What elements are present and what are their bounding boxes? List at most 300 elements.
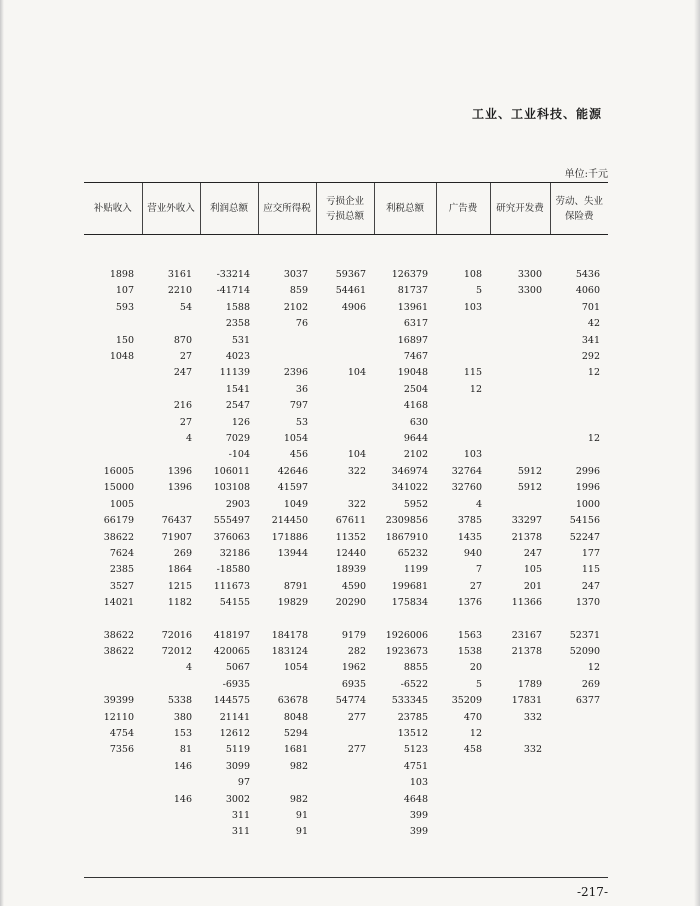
table-cell: 247	[173, 367, 192, 379]
table-cell: 1182	[167, 597, 192, 609]
table-cell: 982	[289, 760, 308, 772]
table-cell	[550, 775, 608, 791]
table-row	[84, 431, 608, 447]
table-cell: 103	[409, 777, 428, 789]
table-cell: 216	[173, 400, 192, 412]
table-cell: 126	[231, 416, 250, 428]
table-cell: 859	[289, 285, 308, 297]
table-cell	[436, 349, 490, 365]
table-cell: 4023	[225, 351, 250, 363]
table-cell: 5	[475, 285, 482, 297]
table-cell: 2996	[575, 465, 600, 477]
table-cell: 1563	[457, 629, 482, 641]
table-row	[84, 464, 608, 480]
table-cell: 81	[179, 744, 192, 756]
column-header: 广告费	[436, 183, 490, 235]
table-cell: 33297	[511, 515, 542, 527]
table-row	[84, 497, 608, 513]
table-cell: 53	[295, 416, 308, 428]
table-cell	[142, 775, 200, 791]
table-cell: 269	[173, 547, 192, 559]
table-cell: 3037	[283, 269, 308, 280]
table-cell: 199681	[391, 580, 428, 592]
table-cell: 332	[523, 744, 542, 756]
table-row	[84, 333, 608, 349]
table-cell	[490, 349, 550, 365]
column-header: 利税总额	[374, 183, 436, 235]
table-cell	[84, 415, 142, 431]
table-cell: 292	[581, 351, 600, 363]
table-cell: 171886	[271, 531, 308, 543]
table-cell: 341	[581, 334, 600, 346]
table-row	[84, 710, 608, 726]
table-cell: 5436	[575, 269, 600, 280]
table-cell: 35209	[451, 695, 482, 707]
table-cell	[142, 677, 200, 693]
table-cell: 1898	[109, 269, 134, 280]
table-cell: 399	[409, 826, 428, 838]
table-cell: 4	[475, 498, 482, 510]
table-cell	[550, 710, 608, 726]
table-cell: 52090	[569, 645, 600, 657]
table-cell: 456	[289, 449, 308, 461]
table-cell: -104	[228, 449, 250, 461]
table-cell: 175834	[391, 597, 428, 609]
table-cell: 183124	[271, 645, 308, 657]
table-cell	[142, 808, 200, 824]
table-cell: 71907	[161, 531, 192, 543]
table-cell: 41597	[277, 482, 308, 494]
table-cell: 1199	[403, 564, 428, 576]
table-row	[84, 693, 608, 709]
table-cell	[436, 775, 490, 791]
table-cell: 376063	[213, 531, 250, 543]
table-cell: 1864	[167, 564, 192, 576]
table-row	[84, 628, 608, 644]
table-cell: 1054	[283, 433, 308, 445]
table-cell: 7467	[403, 351, 428, 363]
table-cell	[316, 349, 374, 365]
table-cell: 177	[581, 547, 600, 559]
table-row	[84, 677, 608, 693]
table-row	[84, 300, 608, 316]
table-cell: 104	[347, 367, 366, 379]
table-cell	[84, 824, 142, 840]
table-cell: 3300	[517, 269, 542, 280]
table-cell: 8855	[403, 662, 428, 674]
table-cell: 11366	[511, 597, 542, 609]
table-cell: 1538	[457, 645, 482, 657]
table-cell: 36	[295, 383, 308, 395]
table-cell: 107	[115, 285, 134, 297]
table-cell	[142, 316, 200, 332]
table-row	[84, 742, 608, 758]
column-header: 劳动、失业 保险费	[550, 183, 608, 235]
table-cell: 1541	[225, 383, 250, 395]
table-cell: -6522	[400, 678, 428, 690]
table-cell: 322	[347, 498, 366, 510]
table-cell: 2309856	[385, 515, 428, 527]
table-cell: 32764	[451, 465, 482, 477]
table-cell: 4590	[341, 580, 366, 592]
row-gap	[84, 612, 608, 628]
table-row	[84, 480, 608, 496]
column-header: 补贴收入	[84, 183, 142, 235]
table-cell: 2385	[109, 564, 134, 576]
table-row	[84, 792, 608, 808]
table-cell	[316, 792, 374, 808]
table-row	[84, 546, 608, 562]
table-cell: 72012	[161, 645, 192, 657]
table-cell: 54	[179, 301, 192, 313]
table-cell	[84, 677, 142, 693]
table-cell: -33214	[216, 269, 250, 280]
table-cell	[436, 431, 490, 447]
table-cell	[258, 775, 316, 791]
table-cell	[316, 316, 374, 332]
table-cell: 12612	[219, 727, 250, 739]
table-cell	[550, 726, 608, 742]
table-cell: 67611	[335, 515, 366, 527]
column-header: 利润总额	[200, 183, 258, 235]
table-cell: 39399	[103, 695, 134, 707]
table-cell: 104	[347, 449, 366, 461]
table-cell: 76	[295, 318, 308, 330]
table-row	[84, 530, 608, 546]
table-cell: 8791	[283, 580, 308, 592]
table-cell: 54461	[335, 285, 366, 297]
table-cell: 5952	[403, 498, 428, 510]
table-cell: 201	[523, 580, 542, 592]
table-cell: 341022	[391, 482, 428, 494]
table-cell: 630	[409, 416, 428, 428]
table-cell	[84, 759, 142, 775]
table-cell: 19048	[397, 367, 428, 379]
table-cell: 1681	[283, 744, 308, 756]
table-cell: 2504	[403, 383, 428, 395]
table-cell: 4751	[403, 760, 428, 772]
table-cell: 16005	[103, 465, 134, 477]
table-cell	[490, 792, 550, 808]
table-cell: 4754	[109, 727, 134, 739]
table-cell	[490, 316, 550, 332]
table-cell: 42	[587, 318, 600, 330]
table-cell: 1370	[575, 597, 600, 609]
table-cell: 2396	[283, 367, 308, 379]
table-cell: 1396	[167, 482, 192, 494]
table-cell: 311	[231, 810, 250, 821]
table-row	[84, 447, 608, 463]
table-cell: 2102	[403, 449, 428, 461]
table-cell	[490, 660, 550, 676]
table-cell	[490, 759, 550, 775]
table-cell: 1048	[109, 351, 134, 363]
table-cell: 12	[587, 662, 600, 674]
table-header-row	[84, 183, 608, 235]
table-cell: 1049	[283, 498, 308, 510]
page-number: -217-	[576, 885, 608, 899]
table-cell: 17831	[511, 695, 542, 707]
table-cell: 52247	[569, 531, 600, 543]
table-cell	[316, 398, 374, 414]
column-header: 研究开发费	[490, 183, 550, 235]
table-cell	[316, 824, 374, 840]
table-cell	[550, 824, 608, 840]
table-cell	[142, 382, 200, 398]
table-cell	[316, 808, 374, 824]
table-cell: 13512	[397, 727, 428, 739]
table-cell	[490, 726, 550, 742]
table-cell: 1215	[167, 580, 192, 592]
table-row	[84, 267, 608, 283]
table-cell: 184178	[271, 629, 308, 641]
table-cell: 458	[463, 744, 482, 756]
table-cell: -41714	[216, 285, 250, 297]
table-cell: 1588	[225, 301, 250, 313]
table-cell: 108	[463, 269, 482, 280]
table-cell	[436, 792, 490, 808]
table-cell: 5123	[403, 744, 428, 756]
table-cell: 146	[173, 760, 192, 772]
table-cell: 9644	[403, 433, 428, 445]
table-cell: 311	[231, 826, 250, 838]
table-cell	[436, 316, 490, 332]
table-cell	[490, 333, 550, 349]
table-cell: 4	[185, 433, 192, 445]
table-cell: 12	[587, 367, 600, 379]
table-cell: 21378	[511, 531, 542, 543]
table-row	[84, 349, 608, 365]
table-cell	[436, 333, 490, 349]
table-row	[84, 660, 608, 676]
table-cell: 103108	[213, 482, 250, 494]
table-cell: 66179	[103, 515, 134, 527]
table-cell	[490, 365, 550, 381]
table-cell: 42646	[277, 465, 308, 477]
page-scan-edge-left	[0, 0, 4, 906]
table-cell	[84, 660, 142, 676]
table-row	[84, 382, 608, 398]
table-cell: 150	[115, 334, 134, 346]
table-cell	[316, 480, 374, 496]
statistics-table	[84, 182, 608, 841]
unit-label: 单位:千元	[564, 169, 608, 180]
table-cell: 54774	[335, 695, 366, 707]
table-cell	[550, 447, 608, 463]
table-cell: 65232	[397, 547, 428, 559]
table-cell: 5912	[517, 482, 542, 494]
table-cell	[550, 742, 608, 758]
table-cell: 277	[347, 711, 366, 723]
table-cell: 7624	[109, 547, 134, 559]
table-cell: 1000	[575, 498, 600, 510]
table-cell: 32760	[451, 482, 482, 494]
table-cell: 1005	[109, 498, 134, 510]
table-cell: 12440	[335, 547, 366, 559]
table-row	[84, 808, 608, 824]
table-cell: 269	[581, 678, 600, 690]
table-cell	[258, 349, 316, 365]
table-cell: 555497	[213, 515, 250, 527]
table-cell	[84, 398, 142, 414]
table-cell: 97	[237, 777, 250, 789]
table-cell: 5119	[225, 744, 250, 756]
table-cell	[84, 808, 142, 824]
table-cell: 13961	[397, 301, 428, 313]
table-cell: 111673	[213, 580, 250, 592]
table-cell: 7356	[109, 744, 134, 756]
table-cell: 1867910	[385, 531, 428, 543]
table-row	[84, 562, 608, 578]
table-cell: 1996	[575, 482, 600, 494]
table-cell: 12	[587, 433, 600, 445]
table-cell: 4168	[403, 400, 428, 412]
table-cell: 5067	[225, 662, 250, 674]
table-body	[84, 235, 608, 841]
table-cell: 103	[463, 449, 482, 461]
table-cell: 144575	[213, 695, 250, 707]
table-cell: 12	[469, 727, 482, 739]
table-cell: 247	[581, 580, 600, 592]
table-cell: 115	[581, 564, 600, 576]
table-cell: 1396	[167, 465, 192, 477]
table-cell	[490, 431, 550, 447]
table-cell: 1962	[341, 662, 366, 674]
table-cell: 2547	[225, 400, 250, 412]
table-cell: 277	[347, 744, 366, 756]
table-cell: 2358	[225, 318, 250, 330]
table-row	[84, 365, 608, 381]
table-cell: 16897	[397, 334, 428, 346]
table-cell: 76437	[161, 515, 192, 527]
table-cell: 106011	[213, 465, 250, 477]
table-cell	[142, 824, 200, 840]
table-cell	[258, 562, 316, 578]
table-cell: 20	[469, 662, 482, 674]
table-row	[84, 316, 608, 332]
table-cell: 19829	[277, 597, 308, 609]
table-cell	[550, 415, 608, 431]
table-cell	[84, 365, 142, 381]
table-cell	[490, 300, 550, 316]
table-cell: 470	[463, 711, 482, 723]
table-cell: -6935	[222, 678, 250, 690]
table-cell: 126379	[391, 269, 428, 280]
table-cell: 12	[469, 383, 482, 395]
table-cell: 63678	[277, 695, 308, 707]
table-cell: -18580	[216, 564, 250, 576]
table-cell: 72016	[161, 629, 192, 641]
table-cell	[258, 677, 316, 693]
table-cell: 6317	[403, 318, 428, 330]
table-cell	[316, 333, 374, 349]
table-cell: 38622	[103, 645, 134, 657]
table-cell: 6377	[575, 695, 600, 707]
table-cell: 3527	[109, 580, 134, 592]
table-cell: 38622	[103, 531, 134, 543]
table-cell	[550, 382, 608, 398]
table-cell: 27	[179, 351, 192, 363]
table-cell	[84, 316, 142, 332]
table-cell: 23167	[511, 629, 542, 641]
table-cell	[84, 775, 142, 791]
table-cell	[84, 431, 142, 447]
table-cell: 14021	[103, 597, 134, 609]
table-cell: 3161	[167, 269, 192, 280]
table-cell: 59367	[335, 269, 366, 280]
table-cell: 91	[295, 810, 308, 821]
table-cell: 701	[581, 301, 600, 313]
table-cell: 4648	[403, 793, 428, 805]
table-cell: 7	[475, 564, 482, 576]
table-cell	[550, 759, 608, 775]
table-cell: 9179	[341, 629, 366, 641]
table-cell: 54156	[569, 515, 600, 527]
table-row	[84, 513, 608, 529]
table-row	[84, 595, 608, 611]
table-cell: 322	[347, 465, 366, 477]
table-cell: 153	[173, 727, 192, 739]
table-cell: 21378	[511, 645, 542, 657]
table-cell: 418197	[213, 629, 250, 641]
table-row	[84, 398, 608, 414]
table-cell	[316, 415, 374, 431]
table-cell: 533345	[391, 695, 428, 707]
table-cell: 5	[475, 678, 482, 690]
table-cell: 1926006	[385, 629, 428, 641]
table-cell	[490, 808, 550, 824]
table-cell: 18939	[335, 564, 366, 576]
table-row	[84, 283, 608, 299]
table-cell: 2210	[167, 285, 192, 297]
table-cell: 103	[463, 301, 482, 313]
table-cell	[84, 792, 142, 808]
table-cell: 1923673	[385, 645, 428, 657]
table-row	[84, 415, 608, 431]
table-cell	[258, 333, 316, 349]
table-cell: 21141	[219, 711, 250, 723]
table-cell: 3002	[225, 793, 250, 805]
table-cell: 52371	[569, 629, 600, 641]
table-cell: 6935	[341, 678, 366, 690]
table-row	[84, 775, 608, 791]
table-cell: 4	[185, 662, 192, 674]
table-cell: 2903	[225, 498, 250, 510]
table-cell: 870	[173, 334, 192, 346]
table-cell: 1789	[517, 678, 542, 690]
table-cell	[436, 808, 490, 824]
table-row	[84, 726, 608, 742]
table-cell	[550, 398, 608, 414]
table-cell: 5912	[517, 465, 542, 477]
column-header: 亏损企业 亏损总额	[316, 183, 374, 235]
table-cell: 593	[115, 301, 134, 313]
table-cell	[316, 726, 374, 742]
table-cell: 1376	[457, 597, 482, 609]
table-row	[84, 644, 608, 660]
table-cell: 940	[463, 547, 482, 559]
table-cell: 13944	[277, 547, 308, 559]
table-cell: 15000	[103, 482, 134, 494]
table-cell: 20290	[335, 597, 366, 609]
table-row	[84, 579, 608, 595]
table-cell: 4906	[341, 301, 366, 313]
table-cell	[490, 415, 550, 431]
table-cell: 797	[289, 400, 308, 412]
table-cell	[436, 759, 490, 775]
table-cell: 982	[289, 793, 308, 805]
table-cell: 346974	[391, 465, 428, 477]
